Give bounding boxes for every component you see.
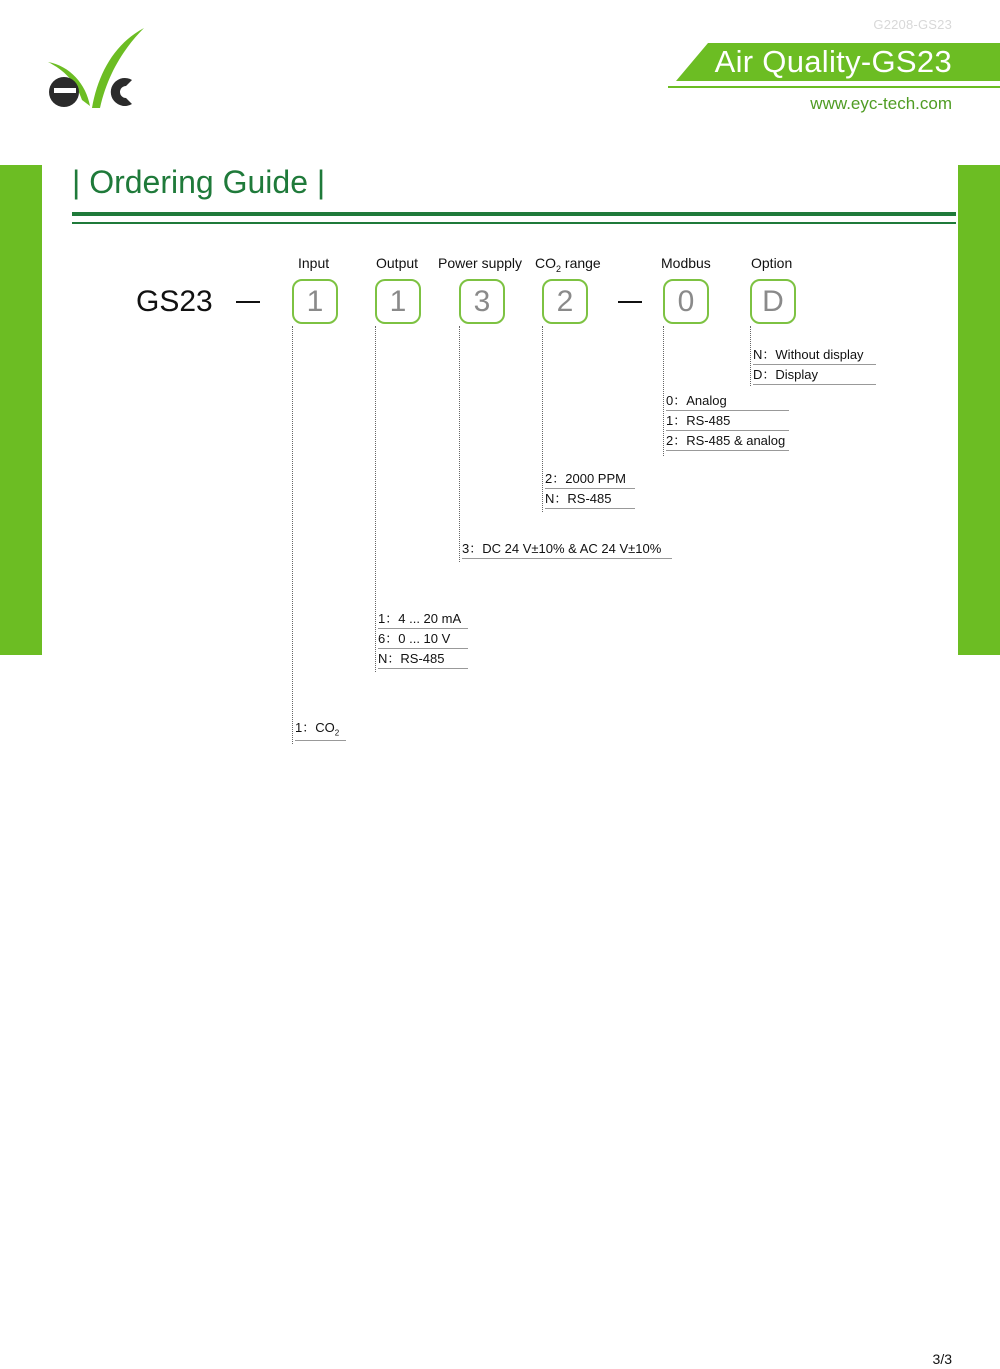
option-separator: ： — [385, 631, 399, 646]
option-key: 2 — [666, 433, 674, 448]
option-key: 0 — [666, 393, 674, 408]
section-rule-thin — [72, 222, 956, 224]
column-label-power-supply: Power supply — [438, 255, 523, 271]
section-rule — [72, 212, 956, 216]
option-text: 4 ... 20 mA — [398, 611, 462, 626]
column-label-option: Option — [751, 255, 793, 271]
option-separator: ： — [762, 347, 776, 362]
separator-dash — [618, 301, 642, 303]
website-link[interactable]: www.eyc-tech.com — [810, 94, 952, 113]
option-text: 2000 PPM — [565, 471, 626, 486]
connector-line-option — [750, 326, 751, 386]
option-separator: ： — [387, 651, 401, 666]
header-title: Air Quality-GS23 — [714, 44, 952, 79]
modbus-item — [666, 411, 789, 431]
document-code: G2208-GS23 — [873, 17, 952, 32]
option-key: N — [378, 651, 388, 666]
option-key: N — [753, 347, 763, 362]
option-key: 6 — [378, 631, 386, 646]
option-key: 2 — [545, 471, 553, 486]
label-tail: range — [561, 255, 601, 271]
co2-range-item — [545, 469, 635, 489]
option-text: RS-485 & analog — [686, 433, 786, 448]
output-item — [378, 649, 468, 669]
option-subscript: 2 — [334, 728, 340, 738]
left-side-bar — [0, 165, 42, 655]
section-title: | Ordering Guide | — [72, 164, 326, 200]
option-key: 1 — [295, 720, 303, 735]
modbus-item — [666, 391, 789, 411]
option-separator: ： — [673, 393, 687, 408]
connector-line-power-supply — [459, 326, 460, 562]
column-label-output: Output — [376, 255, 419, 271]
connector-line-input — [292, 326, 293, 744]
input-item — [295, 718, 346, 741]
output-item — [378, 629, 468, 649]
option-text: RS-485 — [686, 413, 731, 428]
separator-dash — [236, 301, 260, 303]
option-separator: ： — [673, 413, 687, 428]
code-box-output: 1 — [375, 279, 421, 324]
model-name: GS23 — [136, 285, 213, 318]
eyc-logo — [40, 22, 152, 120]
header-underline — [668, 86, 1000, 88]
option-key: D — [753, 367, 763, 382]
connector-line-modbus — [663, 326, 664, 456]
code-box-option: D — [750, 279, 796, 324]
option-text: Analog — [686, 393, 727, 408]
option-text: DC 24 V±10% & AC 24 V±10% — [482, 541, 662, 556]
option-key: 1 — [378, 611, 386, 626]
modbus-item — [666, 431, 789, 451]
label-text: CO — [535, 255, 556, 271]
right-side-bar — [958, 165, 1000, 655]
label-subscript: 2 — [556, 263, 562, 274]
code-box-power-supply: 3 — [459, 279, 505, 324]
option-text: Without display — [775, 347, 864, 362]
option-key: 3 — [462, 541, 470, 556]
option-text: 0 ... 10 V — [398, 631, 451, 646]
output-item — [378, 609, 468, 629]
power-supply-item — [462, 539, 672, 559]
option-text: Display — [775, 367, 819, 382]
page-number: 3/3 — [932, 1351, 952, 1367]
option-separator: ： — [762, 367, 776, 382]
code-box-input: 1 — [292, 279, 338, 324]
column-label-co2-range — [535, 255, 601, 274]
option-item — [753, 345, 876, 365]
option-separator: ： — [552, 471, 566, 486]
option-item — [753, 365, 876, 385]
option-text: CO — [315, 720, 335, 735]
connector-line-output — [375, 326, 376, 672]
option-key: N — [545, 491, 555, 506]
option-text: RS-485 — [400, 651, 445, 666]
option-separator: ： — [673, 433, 687, 448]
connector-line-co2-range — [542, 326, 543, 512]
option-separator: ： — [385, 611, 399, 626]
option-text: RS-485 — [567, 491, 612, 506]
code-box-modbus: 0 — [663, 279, 709, 324]
column-label-modbus: Modbus — [661, 255, 711, 271]
option-separator: ： — [554, 491, 568, 506]
option-separator: ： — [469, 541, 483, 556]
option-key: 1 — [666, 413, 674, 428]
code-box-co2-range: 2 — [542, 279, 588, 324]
column-label-input: Input — [298, 255, 330, 271]
option-separator: ： — [302, 720, 316, 735]
co2-range-item — [545, 489, 635, 509]
